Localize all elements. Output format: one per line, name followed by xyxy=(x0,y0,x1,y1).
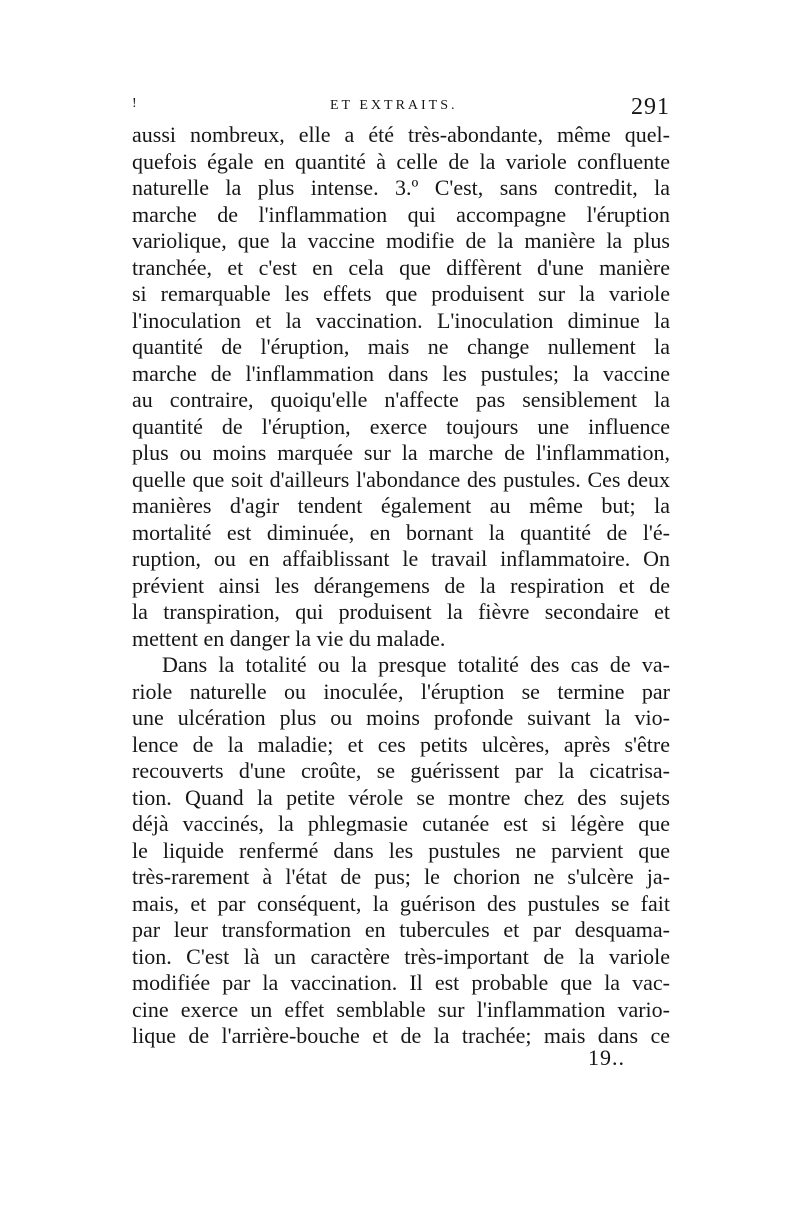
text-line: lique de l'arrière-bouche et de la trachée; mais dans ce xyxy=(132,1023,670,1048)
text-line: l'inoculation et la vaccination. L'inoculation diminue la xyxy=(132,307,670,333)
text-line: ruption, ou en affaiblissant le travail inflammatoire. On xyxy=(132,546,670,571)
text-line: quelle que soit d'ailleurs l'abondance des pustules. Ces deux xyxy=(132,466,670,492)
text-line: plus ou moins marquée sur la marche de l'inflammation, xyxy=(132,440,670,465)
text-line: recouverts d'une croûte, se guérissent par la cicatrisa- xyxy=(132,758,670,783)
text-line: la transpiration, qui produisent la fièvre secondaire et xyxy=(132,599,670,624)
text-line: riole naturelle ou inoculée, l'éruption se termine par xyxy=(132,678,670,704)
text-line: Dans la totalité ou la presque totalité des cas de va- xyxy=(162,652,670,677)
running-head xyxy=(132,94,670,120)
text-line: le liquide renfermé dans les pustules ne parvient que xyxy=(132,837,670,863)
text-line: tion. Quand la petite vérole se montre chez des sujets xyxy=(132,784,670,810)
signature-mark: 19.. xyxy=(588,1045,625,1070)
running-title: ET EXTRAITS. xyxy=(330,98,458,113)
text-line: lence de la maladie; et ces petits ulcères, après s'être xyxy=(132,731,670,757)
text-line: quantité de l'éruption, mais ne change nullement la xyxy=(132,334,670,359)
text-line: mortalité est diminuée, en bornant la quantité de l'é- xyxy=(132,519,670,545)
page-number: 291 xyxy=(631,94,670,120)
text-line: déjà vaccinés, la phlegmasie cutanée est si légère que xyxy=(132,811,670,836)
body-text xyxy=(132,122,670,1050)
text-line: marche de l'inflammation dans les pustules; la vaccine xyxy=(132,360,670,386)
text-line: modifiée par la vaccination. Il est probable que la vac- xyxy=(132,970,670,995)
text-line: quantité de l'éruption, exerce toujours une influence xyxy=(132,413,670,439)
text-line: au contraire, quoiqu'elle n'affecte pas sensiblement la xyxy=(132,387,670,412)
paragraph-2 xyxy=(132,652,670,1050)
text-line: cine exerce un effet semblable sur l'inflammation vario- xyxy=(132,996,670,1022)
text-line: variolique, que la vaccine modifie de la manière la plus xyxy=(132,228,670,253)
text-line: naturelle la plus intense. 3.º C'est, sans contredit, la xyxy=(132,175,670,200)
text-line: mettent en danger la vie du malade. xyxy=(132,625,446,651)
text-line: mais, et par conséquent, la guérison des pustules se fait xyxy=(132,890,670,916)
text-line: manières d'agir tendent également au même but; la xyxy=(132,493,670,518)
text-line: par leur transformation en tubercules et par desquama- xyxy=(132,917,670,942)
text-line: très-rarement à l'état de pus; le chorion ne s'ulcère ja- xyxy=(132,864,670,889)
text-line: prévient ainsi les dérangemens de la respiration et de xyxy=(132,572,670,598)
text-line: tranchée, et c'est en cela que diffèrent d'une manière xyxy=(132,254,670,280)
header-mark: ! xyxy=(132,96,137,111)
text-line: une ulcération plus ou moins profonde suivant la vio- xyxy=(132,705,670,730)
text-line: si remarquable les effets que produisent sur la variole xyxy=(132,281,670,306)
text-line: tion. C'est là un caractère très-important de la variole xyxy=(132,943,670,969)
text-line: aussi nombreux, elle a été très-abondante, même quel- xyxy=(132,122,670,147)
text-line: quefois égale en quantité à celle de la variole confluente xyxy=(132,148,670,174)
paragraph-1 xyxy=(132,122,670,652)
text-line: marche de l'inflammation qui accompagne l'éruption xyxy=(132,201,670,227)
